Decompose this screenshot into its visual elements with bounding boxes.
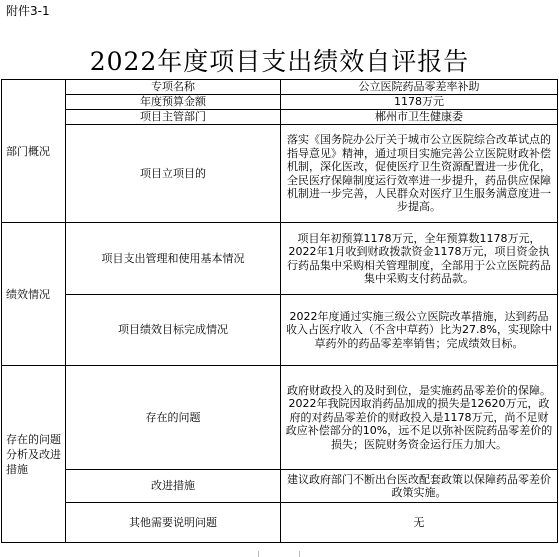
section-problems-measures: 存在的问题分析及改进措施 xyxy=(2,366,66,543)
report-table xyxy=(1,79,558,543)
table-row xyxy=(2,125,558,223)
table-row xyxy=(2,80,558,95)
other-text: 无 xyxy=(281,503,558,543)
measures-text: 建议政府部门不断出台医改配套政策以保障药品零差价政策实施。 xyxy=(281,470,558,503)
page-edge-marker xyxy=(258,551,300,557)
management-text: 项目年初预算1178万元，全年预算数1178万元，2022年1月收到财政拨款资金1178万元，项目资金执行药品集中采购相关管理制度，全部用于公立医院药品集中采购支付药品款。 xyxy=(281,223,558,295)
management-label: 项目支出管理和使用基本情况 xyxy=(66,223,281,295)
table-row xyxy=(2,470,558,503)
department-value: 郴州市卫生健康委 xyxy=(281,110,558,125)
table-row xyxy=(2,110,558,125)
table-row xyxy=(2,223,558,295)
purpose-label: 项目立项目的 xyxy=(66,125,281,223)
goal-label: 项目绩效目标完成情况 xyxy=(66,295,281,366)
problems-text: 政府财政投入的及时到位，是实施药品零差价的保障。2022年我院因取消药品加成的损失是12620万元，政府的对药品零差价的财政投入是1178万元，尚不足财政应补偿部分的10%，远不足以弥补医院药品零差价的损失；医院财务资金运行压力加大。 xyxy=(281,366,558,470)
table-row xyxy=(2,295,558,366)
project-name-label: 专项名称 xyxy=(66,80,281,95)
attachment-label: 附件3-1 xyxy=(6,4,50,18)
budget-label: 年度预算金额 xyxy=(66,95,281,110)
budget-value: 1178万元 xyxy=(281,95,558,110)
measures-label: 改进措施 xyxy=(66,470,281,503)
purpose-text: 落实《国务院办公厅关于城市公立医院综合改革试点的指导意见》精神，通过项目实施完善公立医院财政补偿机制，深化医改，促使医疗卫生资源配置进一步优化，全民医疗保障制度运行效率进一步提升，药品供应保障机制进一步完善，人民群众对医疗卫生服务满意度进一步提高。 xyxy=(281,125,558,223)
section-performance: 绩效情况 xyxy=(2,223,66,366)
section-department-overview: 部门概况 xyxy=(2,80,66,223)
goal-text: 2022年度通过实施三级公立医院改革措施，达到药品收入占医疗收入（不含中草药）比为27.8%，实现除中草药外的药品零差率销售；完成绩效目标。 xyxy=(281,295,558,366)
department-label: 项目主管部门 xyxy=(66,110,281,125)
other-label: 其他需要说明问题 xyxy=(66,503,281,543)
table-row xyxy=(2,95,558,110)
table-row xyxy=(2,366,558,470)
report-title: 2022年度项目支出绩效自评报告 xyxy=(89,47,470,76)
problems-label: 存在的问题 xyxy=(66,366,281,470)
project-name-value: 公立医院药品零差率补助 xyxy=(281,80,558,95)
table-row xyxy=(2,503,558,543)
